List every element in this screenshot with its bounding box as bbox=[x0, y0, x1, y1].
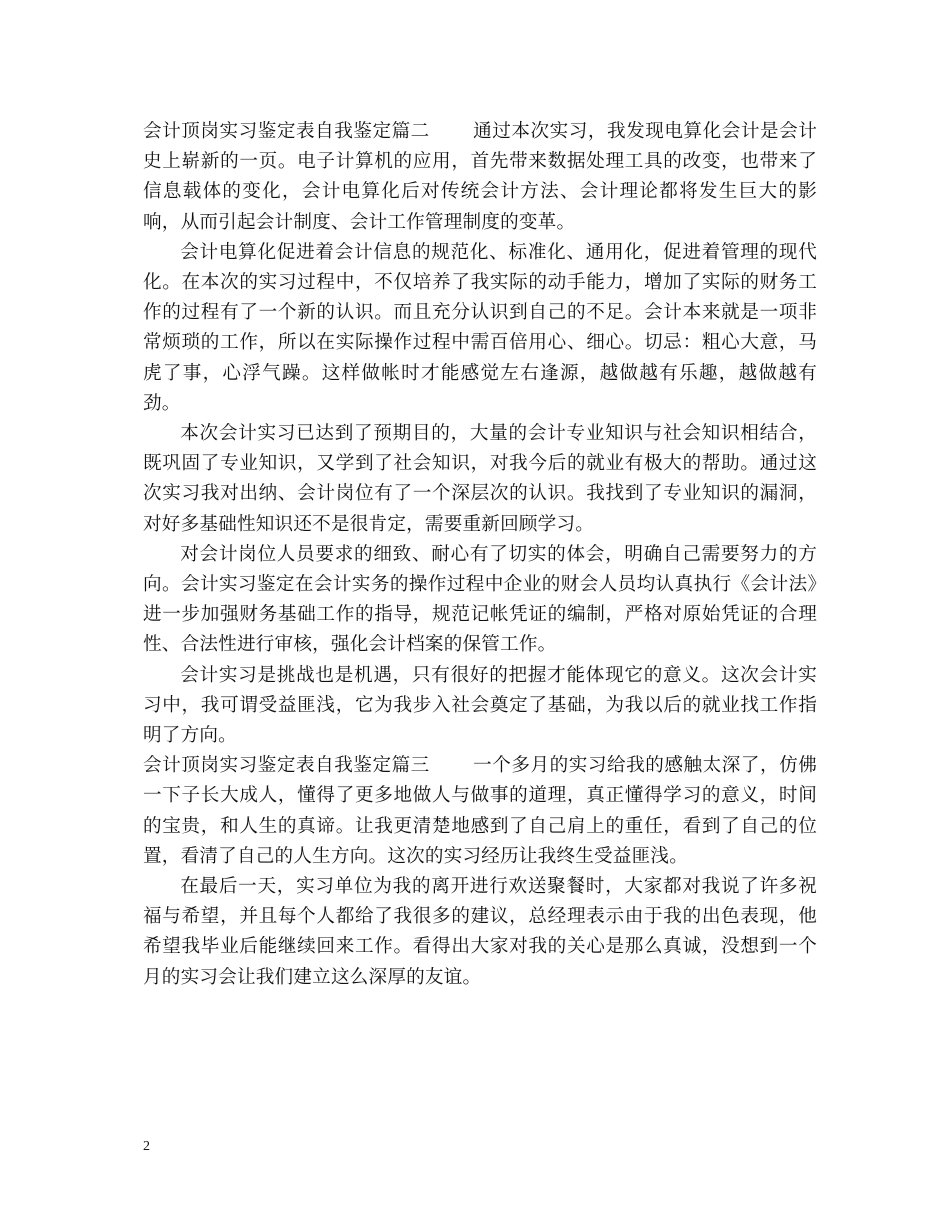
document-body bbox=[143, 117, 817, 993]
section-title-two: 会计顶岗实习鉴定表自我鉴定篇二 bbox=[143, 121, 430, 142]
paragraph: 在最后一天，实习单位为我的离开进行欢送聚餐时，大家都对我说了许多祝福与希望，并且每个人都给了我很多的建议，总经理表示由于我的出色表现，他希望我毕业后能继续回来工作。看得出大家对我的关心是那么真诚，没想到一个月的实习会让我们建立这么深厚的友谊。 bbox=[143, 876, 817, 988]
paragraph-text: 一个多月的实习给我的感触太深了，仿佛一下子长大成人，懂得了更多地做人与做事的道理，真正懂得学习的意义，时间的宝贵，和人生的真谛。让我更清楚地感到了自己肩上的重任，看到了自己的位置，看清了自己的人生方向。这次的实习经历让我终生受益匪浅。 bbox=[143, 755, 817, 867]
paragraph: 会计实习是挑战也是机遇，只有很好的把握才能体现它的意义。这次会计实习中，我可谓受益匪浅，它为我步入社会奠定了基础，为我以后的就业找工作指明了方向。 bbox=[143, 664, 817, 747]
page-number: 2 bbox=[143, 1139, 150, 1154]
section-title-three: 会计顶岗实习鉴定表自我鉴定篇三 bbox=[143, 755, 430, 777]
paragraph: 会计电算化促进着会计信息的规范化、标准化、通用化，促进着管理的现代化。在本次的实习过程中，不仅培养了我实际的动手能力，增加了实际的财务工作的过程有了一个新的认识。而且充分认识到自己的不足。会计本来就是一项非常烦琐的工作，所以在实际操作过程中需百倍用心、细心。切忌：粗心大意，马虎了事，心浮气躁。这样做帐时才能感觉左右逢源，越做越有乐趣，越做越有劲。 bbox=[143, 241, 817, 414]
paragraph: 本次会计实习已达到了预期目的，大量的会计专业知识与社会知识相结合，既巩固了专业知识，又学到了社会知识，对我今后的就业有极大的帮助。通过这次实习我对出纳、会计岗位有了一个深层次的认识。我找到了专业知识的漏洞，对好多基础性知识还不是很肯定，需要重新回顾学习。 bbox=[143, 423, 817, 535]
paragraph-section-three bbox=[143, 751, 817, 872]
paragraph-section-two bbox=[143, 117, 817, 238]
paragraph-text: 通过本次实习，我发现电算化会计是会计史上崭新的一页。电子计算机的应用，首先带来数据处理工具的改变，也带来了信息载体的变化，会计电算化后对传统会计方法、会计理论都将发生巨大的影响，从而引起会计制度、会计工作管理制度的变革。 bbox=[143, 121, 817, 233]
paragraph: 对会计岗位人员要求的细致、耐心有了切实的体会，明确自己需要努力的方向。会计实习鉴定在会计实务的操作过程中企业的财会人员均认真执行《会计法》进一步加强财务基础工作的指导，规范记帐凭证的编制，严格对原始凭证的合理性、合法性进行审核，强化会计档案的保管工作。 bbox=[143, 543, 817, 656]
